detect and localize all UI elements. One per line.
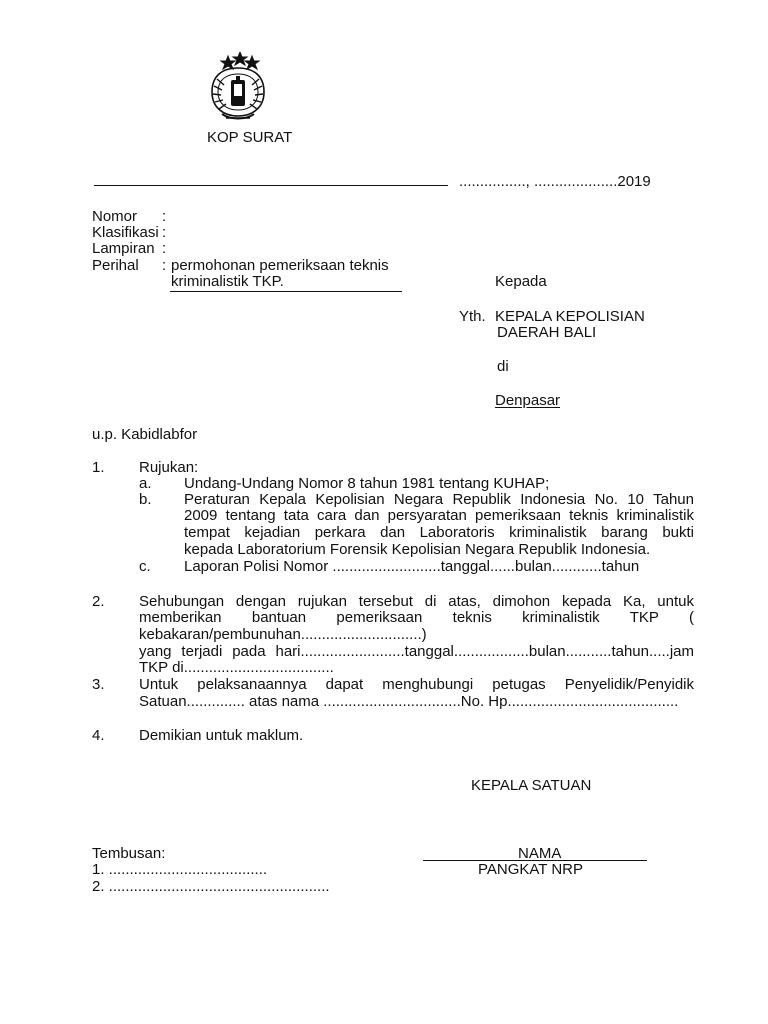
p1-b-line1: Peraturan Kepala Kepolisian Negara Republik Indonesia No. 10 Tahun — [184, 491, 694, 508]
signature-name: NAMA — [518, 845, 562, 862]
p4-text: Demikian untuk maklum. — [139, 727, 304, 744]
p2-line1: Sehubungan dengan rujukan tersebut di atas, dimohon kepada Ka, untuk — [139, 593, 694, 610]
recipient-name-line2: DAERAH BALI — [497, 324, 597, 341]
police-emblem-logo — [204, 52, 272, 122]
p1-c-label: c. — [139, 558, 151, 575]
p1-a-text: Undang-Undang Nomor 8 tahun 1981 tentang KUHAP; — [184, 475, 550, 492]
perihal-line2: kriminalistik TKP. — [171, 273, 284, 290]
signature-title: KEPALA SATUAN — [471, 777, 592, 794]
perihal-underline — [170, 291, 402, 292]
lampiran-colon: : — [162, 240, 167, 257]
yth-label: Yth. — [459, 308, 486, 325]
lampiran-label: Lampiran — [92, 240, 155, 257]
letterhead-divider — [94, 185, 448, 186]
klasifikasi-colon: : — [162, 224, 167, 241]
p1-number: 1. — [92, 459, 105, 476]
di-label: di — [497, 358, 509, 375]
p1-b-line3: tempat kejadian perkara dan Laboratoris kriminalistik barang bukti — [184, 524, 694, 541]
perihal-line1: permohonan pemeriksaan teknis — [171, 257, 389, 274]
nomor-colon: : — [162, 208, 167, 225]
p1-title: Rujukan: — [139, 459, 199, 476]
p2-line4: yang terjadi pada hari.........................tanggal..................bulan...........tahun.....jam — [139, 643, 694, 660]
perihal-colon: : — [162, 257, 167, 274]
copies-item-2: 2. ..................................................... — [92, 878, 330, 895]
p2-number: 2. — [92, 593, 105, 610]
p1-b-line4: kepada Laboratorium Forensik Kepolisian Negara Republik Indonesia. — [184, 541, 651, 558]
kepada-label: Kepada — [495, 273, 547, 290]
recipient-name-line1: KEPALA KEPOLISIAN — [495, 308, 645, 325]
p3-line2: Satuan.............. atas nama .................................No. Hp......................................... — [139, 693, 679, 710]
p1-c-text: Laporan Polisi Nomor ..........................tanggal......bulan............tahun — [184, 558, 640, 575]
klasifikasi-label: Klasifikasi — [92, 224, 159, 241]
letterhead-label: KOP SURAT — [207, 129, 293, 146]
date-line: ................, ....................2019 — [459, 173, 651, 190]
p2-line2: memberikan bantuan pemeriksaan teknis kriminalistik TKP ( — [139, 609, 694, 626]
perihal-label: Perihal — [92, 257, 139, 274]
p3-line1: Untuk pelaksanaannya dapat menghubungi petugas Penyelidik/Penyidik — [139, 676, 694, 693]
p3-number: 3. — [92, 676, 105, 693]
copies-item-1: 1. ...................................... — [92, 861, 268, 878]
up-line: u.p. Kabidlabfor — [92, 426, 198, 443]
nomor-label: Nomor — [92, 208, 138, 225]
recipient-city: Denpasar — [495, 392, 561, 409]
p2-line5: TKP di.................................... — [139, 659, 334, 676]
copies-label: Tembusan: — [92, 845, 166, 862]
p1-b-label: b. — [139, 491, 152, 508]
p2-line3: kebakaran/pembunuhan.............................) — [139, 626, 427, 643]
p1-b-line2: 2009 tentang tata cara dan persyaratan pemeriksaan teknis kriminalistik — [184, 507, 694, 524]
signature-rank: PANGKAT NRP — [478, 861, 584, 878]
p4-number: 4. — [92, 727, 105, 744]
p1-a-label: a. — [139, 475, 152, 492]
